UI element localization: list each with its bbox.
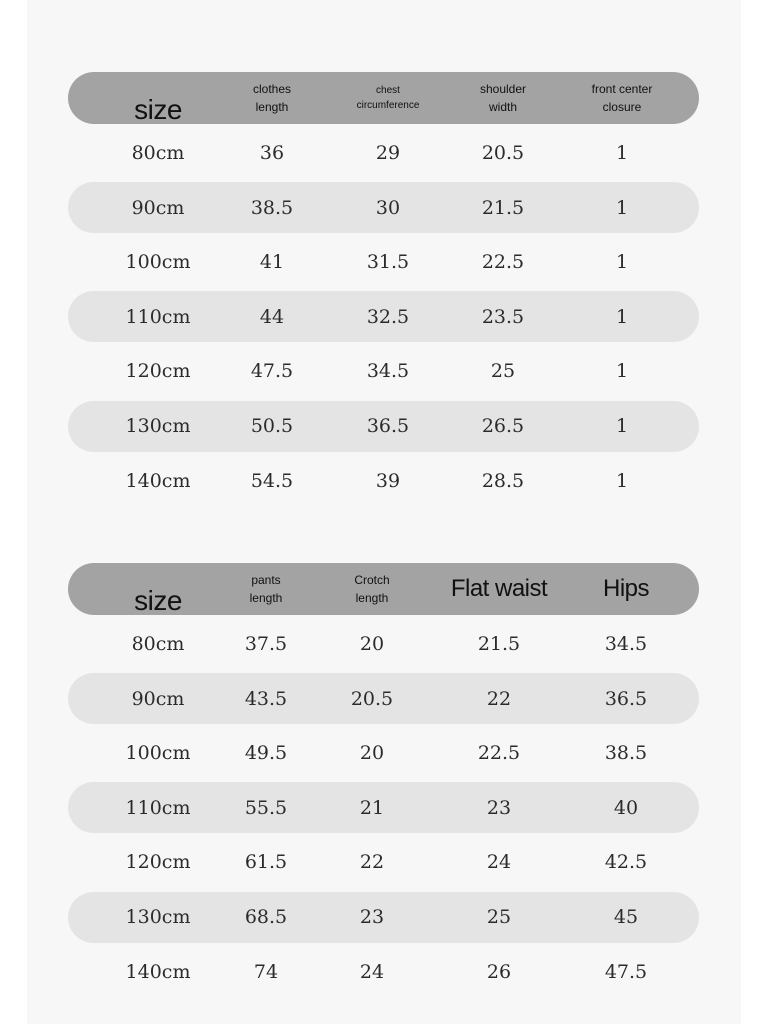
table-row xyxy=(68,237,699,288)
cell-crotch-length: 22 xyxy=(359,851,385,874)
table-row xyxy=(68,892,699,943)
table-row xyxy=(68,619,699,670)
cell-size: 140cm xyxy=(125,469,191,492)
cell-pants-length: 55.5 xyxy=(244,796,288,819)
cell-pants-length: 74 xyxy=(253,960,279,983)
table-row xyxy=(68,837,699,888)
header-front-center-closure: front center closure xyxy=(591,82,653,114)
cell-clothes-length: 38.5 xyxy=(250,196,294,219)
cell-size: 110cm xyxy=(125,305,191,328)
cell-hips: 38.5 xyxy=(604,742,648,765)
cell-chest-circumference: 31.5 xyxy=(366,251,410,274)
cell-crotch-length: 20.5 xyxy=(350,687,394,710)
cell-size: 110cm xyxy=(125,796,191,819)
cell-crotch-length: 20 xyxy=(359,742,385,765)
cell-pants-length: 68.5 xyxy=(244,906,288,929)
table-row xyxy=(68,128,699,179)
cell-size: 90cm xyxy=(131,196,185,219)
table-row xyxy=(68,673,699,724)
cell-hips: 42.5 xyxy=(604,851,648,874)
cell-size: 80cm xyxy=(131,633,185,656)
header-pants-length: pants length xyxy=(249,573,283,605)
cell-flat-waist: 24 xyxy=(486,851,512,874)
tops-size-table xyxy=(68,72,699,510)
cell-chest-circumference: 30 xyxy=(375,196,401,219)
table-header-row xyxy=(68,72,699,124)
cell-crotch-length: 20 xyxy=(359,633,385,656)
cell-front-center-closure: 1 xyxy=(615,142,629,165)
header-flat-waist: Flat waist xyxy=(450,575,548,602)
table-row xyxy=(68,782,699,833)
cell-shoulder-width: 21.5 xyxy=(481,196,525,219)
cell-pants-length: 61.5 xyxy=(244,851,288,874)
cell-size: 100cm xyxy=(125,251,191,274)
cell-size: 140cm xyxy=(125,960,191,983)
table-row xyxy=(68,728,699,779)
cell-pants-length: 49.5 xyxy=(244,742,288,765)
cell-hips: 45 xyxy=(613,906,639,929)
table-row xyxy=(68,455,699,506)
cell-flat-waist: 22.5 xyxy=(477,742,521,765)
header-size: size xyxy=(134,585,182,616)
cell-front-center-closure: 1 xyxy=(615,305,629,328)
table-row xyxy=(68,401,699,452)
cell-crotch-length: 21 xyxy=(359,796,385,819)
cell-shoulder-width: 25 xyxy=(490,360,516,383)
cell-shoulder-width: 23.5 xyxy=(481,305,525,328)
cell-chest-circumference: 32.5 xyxy=(366,305,410,328)
cell-front-center-closure: 1 xyxy=(615,469,629,492)
cell-hips: 36.5 xyxy=(604,687,648,710)
cell-size: 130cm xyxy=(125,415,191,438)
cell-shoulder-width: 20.5 xyxy=(481,142,525,165)
cell-size: 100cm xyxy=(125,742,191,765)
pants-size-table xyxy=(68,563,699,1001)
table-row xyxy=(68,946,699,997)
cell-flat-waist: 21.5 xyxy=(477,633,521,656)
cell-clothes-length: 36 xyxy=(259,142,285,165)
table-header-row xyxy=(68,563,699,615)
cell-hips: 34.5 xyxy=(604,633,648,656)
header-chest-circumference: chest circumference xyxy=(356,85,420,111)
cell-pants-length: 37.5 xyxy=(244,633,288,656)
cell-chest-circumference: 29 xyxy=(375,142,401,165)
header-size: size xyxy=(134,94,182,125)
cell-size: 90cm xyxy=(131,687,185,710)
cell-size: 80cm xyxy=(131,142,185,165)
cell-clothes-length: 50.5 xyxy=(250,415,294,438)
cell-shoulder-width: 28.5 xyxy=(481,469,525,492)
header-clothes-length: clothes length xyxy=(252,82,292,114)
cell-flat-waist: 22 xyxy=(486,687,512,710)
table-row xyxy=(68,346,699,397)
cell-clothes-length: 54.5 xyxy=(250,469,294,492)
cell-flat-waist: 23 xyxy=(486,796,512,819)
cell-shoulder-width: 22.5 xyxy=(481,251,525,274)
cell-hips: 40 xyxy=(613,796,639,819)
cell-front-center-closure: 1 xyxy=(615,251,629,274)
cell-size: 130cm xyxy=(125,906,191,929)
cell-flat-waist: 25 xyxy=(486,906,512,929)
header-hips: Hips xyxy=(602,575,650,602)
header-crotch-length: Crotch length xyxy=(354,573,390,605)
cell-front-center-closure: 1 xyxy=(615,196,629,219)
cell-hips: 47.5 xyxy=(604,960,648,983)
cell-chest-circumference: 34.5 xyxy=(366,360,410,383)
cell-chest-circumference: 39 xyxy=(375,469,401,492)
cell-shoulder-width: 26.5 xyxy=(481,415,525,438)
cell-size: 120cm xyxy=(125,360,191,383)
cell-clothes-length: 47.5 xyxy=(250,360,294,383)
cell-flat-waist: 26 xyxy=(486,960,512,983)
cell-clothes-length: 44 xyxy=(259,305,285,328)
cell-pants-length: 43.5 xyxy=(244,687,288,710)
table-row xyxy=(68,182,699,233)
cell-crotch-length: 24 xyxy=(359,960,385,983)
table-row xyxy=(68,291,699,342)
cell-chest-circumference: 36.5 xyxy=(366,415,410,438)
cell-front-center-closure: 1 xyxy=(615,360,629,383)
cell-front-center-closure: 1 xyxy=(615,415,629,438)
cell-clothes-length: 41 xyxy=(259,251,285,274)
cell-crotch-length: 23 xyxy=(359,906,385,929)
cell-size: 120cm xyxy=(125,851,191,874)
header-shoulder-width: shoulder width xyxy=(479,82,527,114)
